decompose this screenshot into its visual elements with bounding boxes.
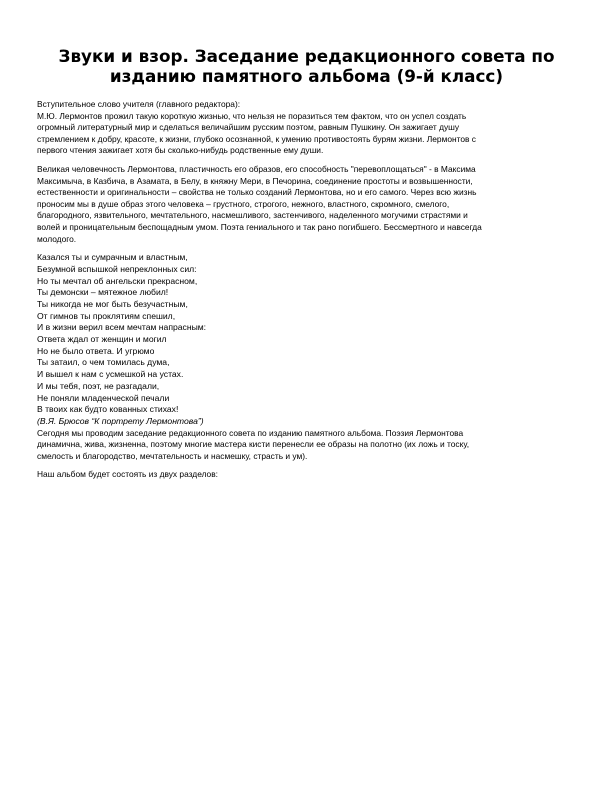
page-title <box>37 46 576 86</box>
intro-line: первого чтения зажигает хотя бы сколько-нибудь родственные ему души. <box>37 145 324 156</box>
paragraph-line: естественности и оригинальности – свойства не только созданий Лермонтова, но и его самого. Через всю жизнь <box>37 187 477 198</box>
intro-line: стремлением к добру, красоте, к жизни, глубоко осознанной, к умению противостоять бурям жизни. Лермонтов с <box>37 133 476 144</box>
poem-line: И вышел к нам с усмешкой на устах. <box>37 369 184 380</box>
paragraph-line: благородного, язвительного, мечтательного, насмешливого, застенчивого, наделенного могучими страстями и <box>37 210 468 221</box>
paragraph-gap <box>37 157 576 164</box>
poem-line: Казался ты и сумрачным и властным, <box>37 252 188 263</box>
intro-section <box>37 99 576 157</box>
paragraph-line: динамична, жива, жизненна, поэтому многие мастера кисти перенесли ее образы на полотно (их ложь и тоску, <box>37 439 470 450</box>
poem-line: Ты демонски – мятежное любил! <box>37 287 169 298</box>
poem-line: Ты никогда не мог быть безучастным, <box>37 298 188 309</box>
page-title-line-1: Звуки и взор. Заседание редакционного совета по <box>58 46 555 66</box>
paragraph-line: Сегодня мы проводим заседание редакционного совета по изданию памятного альбома. Поэзия Лермонтова <box>37 427 464 438</box>
paragraph-session <box>37 428 576 463</box>
poem-line: Но не было ответа. И угрюмо <box>37 345 155 356</box>
poem-line: Ответа ждал от женщин и могил <box>37 334 167 345</box>
intro-line: М.Ю. Лермонтов прожил такую короткую жизнью, что нельзя не поразиться тем фактом, что он успел создать <box>37 110 467 121</box>
poem-attribution: (В.Я. Брюсов “К портрету Лермонтова”) <box>37 415 204 426</box>
poem-line: И в жизни верил всем мечтам напрасным: <box>37 322 207 333</box>
paragraph-line: Великая человечность Лермонтова, пластичность его образов, его способность "перевоплощаться" - в Максима <box>37 163 476 174</box>
poem <box>37 252 576 428</box>
poem-line: Ты затаил, о чем томилась дума, <box>37 357 170 368</box>
poem-line: Но ты мечтал об ангельски прекрасном, <box>37 275 198 286</box>
poem-line: И мы тебя, поэт, не разгадали, <box>37 380 160 391</box>
poem-line: Безумной вспышкой непреклонных сил: <box>37 263 197 274</box>
poem-line: Не поняли младенческой печали <box>37 392 170 403</box>
paragraph-gap <box>37 462 576 469</box>
intro-line: огромный литературный мир и сделаться величайшим русским поэтом, равным Пушкину. Он зажигает душу <box>37 122 460 133</box>
paragraph-line: Максимыча, в Казбича, в Азамата, в Белу, в княжну Мери, в Печорина, соединение простоты и возвышенности, <box>37 175 473 186</box>
paragraph-line: смелость и благородство, мечтательность и насмешку, страсть и ум). <box>37 450 308 461</box>
paragraph-line: проносим мы в душе образ этого человека – грустного, строгого, нежного, властного, скромного, смелого, <box>37 198 450 209</box>
closing-line: Наш альбом будет состоять из двух разделов: <box>37 469 218 480</box>
paragraph-humanity <box>37 164 576 245</box>
paragraph-line: волей и проницательным беспощадным умом. Поэта гениального и так рано погибшего. Бессмертного и навсегда <box>37 221 482 232</box>
intro-heading: Вступительное слово учителя (главного редактора): <box>37 99 241 109</box>
page-title-line-2: изданию памятного альбома (9-й класс) <box>109 66 504 86</box>
paragraph-gap <box>37 245 576 252</box>
poem-line: От гимнов ты проклятиям спешил, <box>37 310 176 321</box>
paragraph-line: молодого. <box>37 233 77 244</box>
poem-line: В твоих как будто кованных стихах! <box>37 404 179 415</box>
